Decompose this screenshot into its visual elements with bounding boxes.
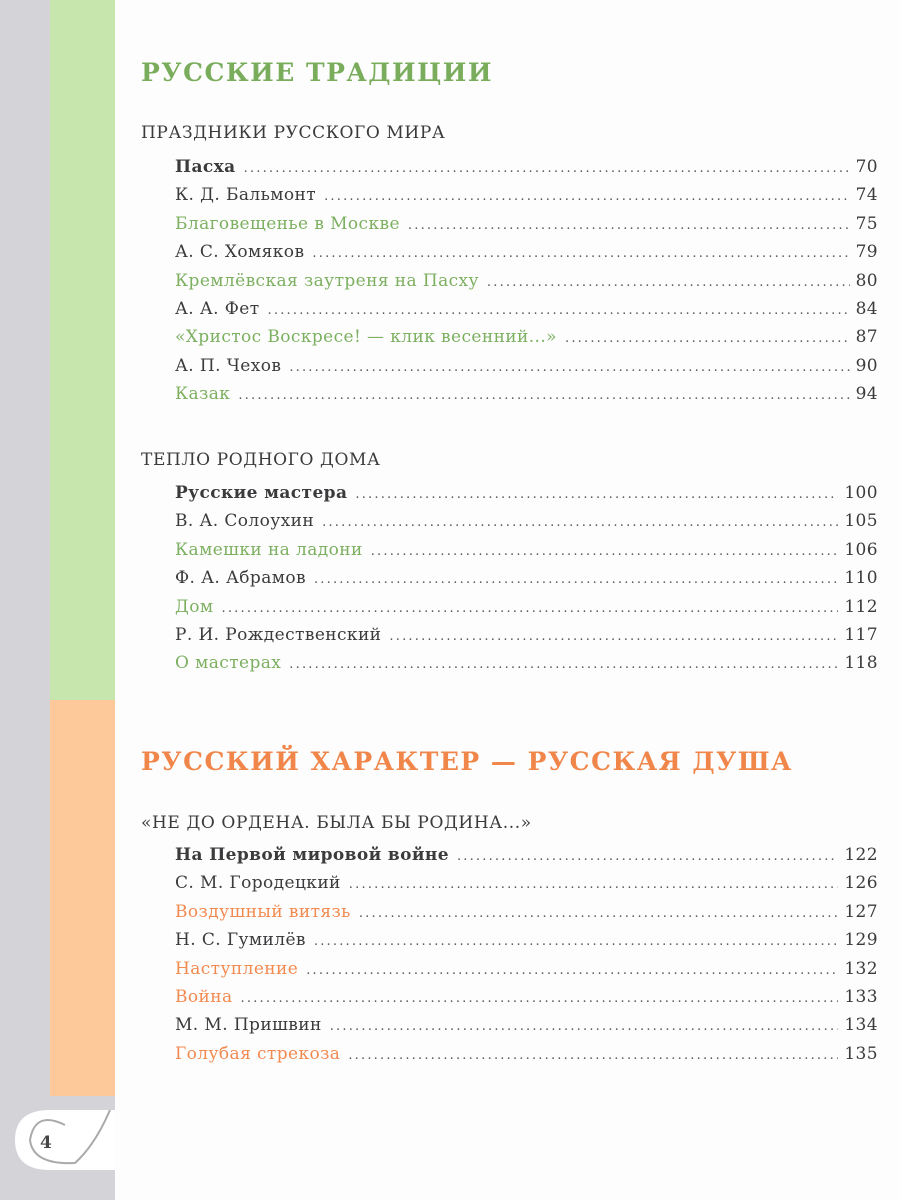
dot-leader <box>348 1048 838 1063</box>
toc-entry-page: 112 <box>844 596 878 617</box>
toc-entry[interactable] <box>175 568 878 592</box>
toc-entry-title: Пасха <box>175 157 236 177</box>
page-margin-strip <box>0 0 50 1200</box>
dot-leader <box>268 303 850 318</box>
toc-entry[interactable] <box>175 185 878 209</box>
toc-entry-title: Ф. А. Абрамов <box>175 568 306 589</box>
subsection-title: «НЕ ДО ОРДЕНА. БЫЛА БЫ РОДИНА...» <box>141 813 532 833</box>
dot-leader <box>244 161 850 176</box>
section-title: РУССКИЙ ХАРАКТЕР — РУССКАЯ ДУША <box>141 747 793 776</box>
toc-entry[interactable] <box>175 299 878 323</box>
toc-entry[interactable] <box>175 271 878 295</box>
toc-entry-title: А. С. Хомяков <box>175 242 305 263</box>
toc-entry[interactable] <box>175 930 878 954</box>
toc-entry[interactable] <box>175 959 878 983</box>
toc-entry[interactable] <box>175 511 878 535</box>
toc-entry-title: А. П. Чехов <box>175 355 282 376</box>
page-number: 4 <box>40 1133 52 1153</box>
toc-entry-title: На Первой мировой войне <box>175 845 449 865</box>
toc-entry-page: 80 <box>855 270 878 291</box>
toc-entry-page: 129 <box>844 930 878 951</box>
dot-leader <box>389 629 838 644</box>
toc-entry[interactable] <box>175 625 878 649</box>
dot-leader <box>314 572 838 587</box>
toc-entry-page: 127 <box>844 901 878 922</box>
dot-leader <box>330 1019 839 1034</box>
toc-entry-title: Н. С. Гумилёв <box>175 930 306 951</box>
dot-leader <box>371 544 839 559</box>
toc-entry-title: В. А. Солоухин <box>175 511 315 532</box>
toc-entry-page: 117 <box>844 625 878 645</box>
dot-leader <box>565 331 850 346</box>
toc-entry-title: Война <box>175 987 233 1007</box>
toc-entry-page: 135 <box>844 1043 878 1064</box>
toc-entry-page: 94 <box>855 384 878 405</box>
dot-leader <box>457 849 838 864</box>
toc-entry[interactable] <box>175 157 878 181</box>
toc-entry-title: О мастерах <box>175 653 282 674</box>
toc-entry[interactable] <box>175 327 878 351</box>
toc-entry-page: 132 <box>844 958 878 979</box>
subsection-title: ПРАЗДНИКИ РУССКОГО МИРА <box>141 123 446 143</box>
toc-entry-page: 70 <box>855 157 878 177</box>
toc-entry-page: 118 <box>844 653 878 674</box>
toc-entry-title: К. Д. Бальмонт <box>175 185 317 206</box>
dot-leader <box>314 934 838 949</box>
toc-entry[interactable] <box>175 483 878 507</box>
dot-leader <box>238 388 849 403</box>
toc-entry[interactable] <box>175 987 878 1011</box>
dot-leader <box>306 963 838 978</box>
toc-entry-title: С. М. Городецкий <box>175 873 341 894</box>
dot-leader <box>322 515 838 530</box>
toc-entry-title: Р. И. Рождественский <box>175 625 382 645</box>
dot-leader <box>241 991 839 1006</box>
toc-entry-title: «Христос Воскресе! — клик весенний...» <box>175 327 557 348</box>
toc-entry[interactable] <box>175 597 878 621</box>
dot-leader <box>355 487 838 502</box>
dot-leader <box>324 189 849 204</box>
toc-entry-page: 105 <box>844 511 878 532</box>
dot-leader <box>408 218 850 233</box>
toc-entry-title: Русские мастера <box>175 483 348 503</box>
toc-entry-page: 74 <box>855 185 878 206</box>
section-color-band-green <box>50 0 115 700</box>
toc-entry-page: 87 <box>855 327 878 348</box>
toc-entry-page: 90 <box>855 355 878 376</box>
dot-leader <box>289 360 849 375</box>
section-color-band-orange <box>50 700 115 1096</box>
section-title: РУССКИЕ ТРАДИЦИИ <box>141 58 494 87</box>
page-number-ornament-icon <box>5 1105 115 1175</box>
dot-leader <box>487 275 850 290</box>
toc-entry-page: 84 <box>855 299 878 319</box>
dot-leader <box>289 657 838 672</box>
toc-entry[interactable] <box>175 1015 878 1039</box>
toc-entry-title: Кремлёвская заутреня на Пасху <box>175 270 479 291</box>
toc-entry[interactable] <box>175 242 878 266</box>
toc-entry[interactable] <box>175 873 878 897</box>
dot-leader <box>349 877 839 892</box>
toc-entry-page: 134 <box>844 1015 878 1036</box>
toc-entry-title: Казак <box>175 384 231 405</box>
toc-entry-title: Камешки на ладони <box>175 539 363 560</box>
toc-entry[interactable] <box>175 653 878 677</box>
toc-entry-page: 106 <box>844 539 878 560</box>
subsection-title: ТЕПЛО РОДНОГО ДОМА <box>141 450 381 470</box>
toc-entry-page: 79 <box>855 242 878 263</box>
toc-entry[interactable] <box>175 1044 878 1068</box>
dot-leader <box>221 601 838 616</box>
toc-entry-page: 126 <box>844 873 878 894</box>
toc-entry-page: 75 <box>855 213 878 234</box>
toc-entry[interactable] <box>175 384 878 408</box>
toc-entry-title: Голубая стрекоза <box>175 1043 341 1064</box>
toc-entry-title: А. А. Фет <box>175 299 260 319</box>
toc-entry-title: Наступление <box>175 958 299 979</box>
toc-entry-page: 110 <box>844 568 878 589</box>
toc-entry-page: 100 <box>844 483 878 503</box>
toc-entry[interactable] <box>175 902 878 926</box>
toc-entry-title: М. М. Пришвин <box>175 1015 322 1036</box>
toc-entry[interactable] <box>175 356 878 380</box>
toc-entry-title: Благовещенье в Москве <box>175 213 400 234</box>
toc-entry-page: 122 <box>844 845 878 865</box>
dot-leader <box>312 246 849 261</box>
toc-entry-title: Воздушный витязь <box>175 901 351 922</box>
toc-entry[interactable] <box>175 540 878 564</box>
toc-entry-page: 133 <box>844 987 878 1007</box>
toc-entry[interactable] <box>175 214 878 238</box>
toc-entry-title: Дом <box>175 596 214 617</box>
dot-leader <box>359 906 839 921</box>
toc-entry[interactable] <box>175 845 878 869</box>
